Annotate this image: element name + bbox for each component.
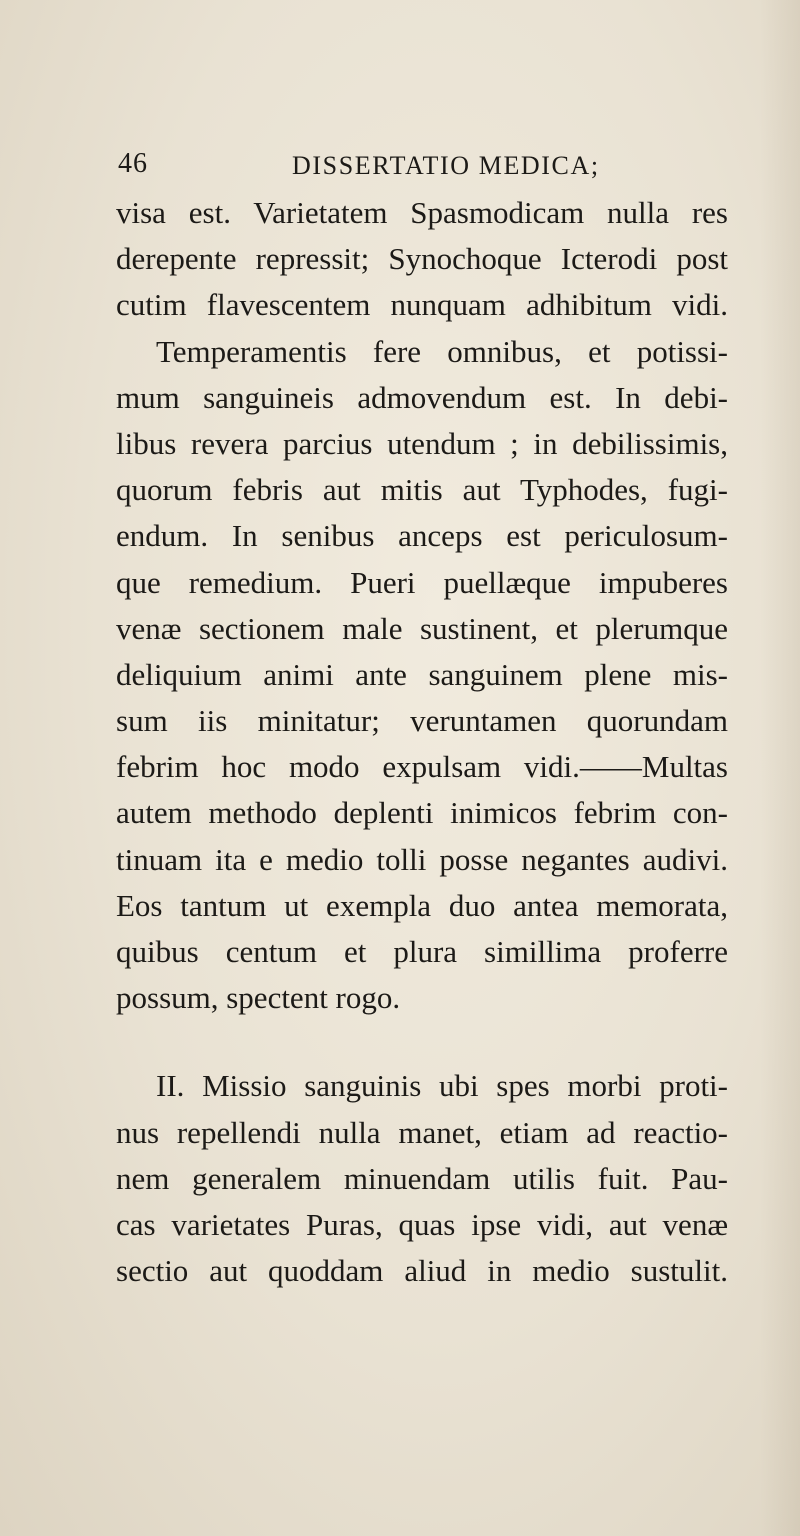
running-title: DISSERTATIO MEDICA; bbox=[292, 151, 600, 180]
text-line: febrim hoc modo expulsam vidi.——Multas bbox=[116, 749, 728, 785]
page-number: 46 bbox=[118, 148, 148, 179]
text-line: visa est. Varietatem Spasmodicam nulla res bbox=[116, 195, 728, 230]
body-text bbox=[116, 190, 728, 1294]
text-line: venæ sectionem male sustinent, et plerumque bbox=[116, 610, 728, 646]
text-line: nem generalem minuendam utilis fuit. Pau- bbox=[116, 1160, 728, 1196]
page-edge-shadow bbox=[760, 0, 800, 1536]
text-line: deliquium animi ante sanguinem plene mis- bbox=[116, 656, 728, 692]
text-line: possum, spectent rogo. bbox=[116, 980, 401, 1016]
text-line: Eos tantum ut exempla duo antea memorata, bbox=[116, 887, 728, 923]
text-line: cas varietates Puras, quas ipse vidi, aut venæ bbox=[116, 1206, 728, 1242]
text-line: nus repellendi nulla manet, etiam ad reactio- bbox=[116, 1114, 728, 1150]
text-line: tinuam ita e medio tolli posse negantes audivi. bbox=[116, 841, 728, 877]
text-line: sectio aut quoddam aliud in medio sustulit. bbox=[116, 1253, 728, 1289]
text-line: sum iis minitatur; veruntamen quorundam bbox=[116, 703, 728, 739]
text-line: derepente repressit; Synochoque Icterodi post bbox=[116, 241, 728, 277]
paragraph-gap bbox=[116, 1021, 728, 1063]
text-line: quorum febris aut mitis aut Typhodes, fugi- bbox=[116, 472, 728, 508]
text-line: libus revera parcius utendum ; in debilissimis, bbox=[116, 425, 728, 461]
text-line: endum. In senibus anceps est periculosum- bbox=[116, 518, 728, 554]
text-line: que remedium. Pueri puellæque impuberes bbox=[116, 564, 728, 600]
running-head bbox=[0, 148, 800, 188]
text-line: II. Missio sanguinis ubi spes morbi proti- bbox=[156, 1068, 728, 1104]
text-line: cutim flavescentem nunquam adhibitum vidi. bbox=[116, 287, 728, 323]
text-line: quibus centum et plura simillima proferre bbox=[116, 934, 728, 969]
text-line: Temperamentis fere omnibus, et potissi- bbox=[156, 333, 728, 369]
text-line: autem methodo deplenti inimicos febrim con- bbox=[116, 795, 728, 831]
text-line: mum sanguineis admovendum est. In debi- bbox=[116, 379, 728, 415]
